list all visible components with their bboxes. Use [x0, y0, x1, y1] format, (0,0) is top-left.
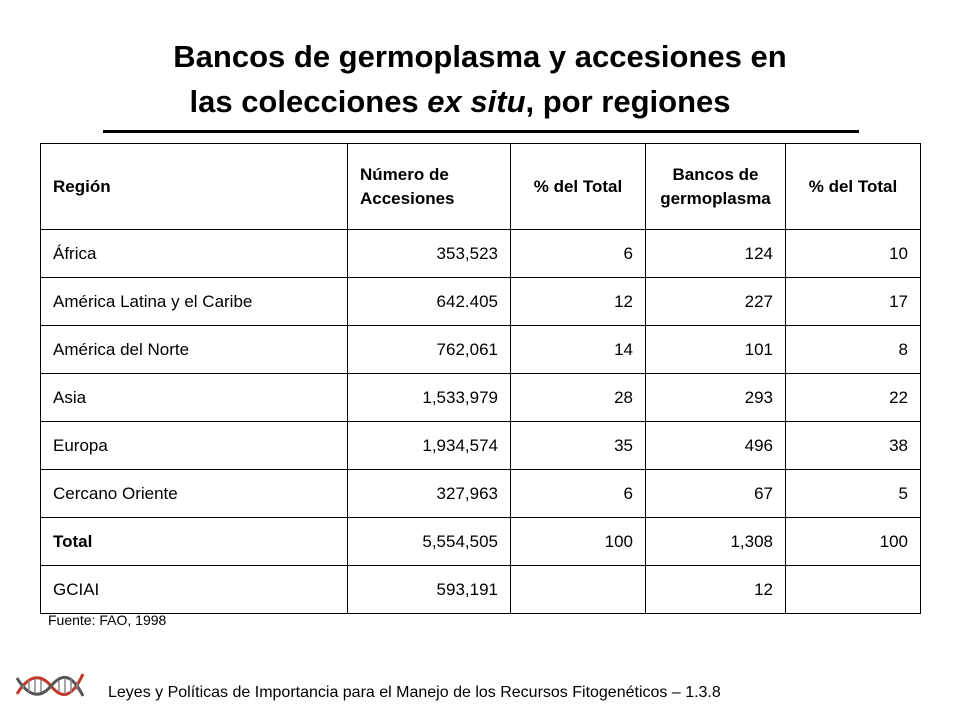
cell-banks: 124	[646, 230, 786, 278]
cell-accessions: 1,934,574	[348, 422, 511, 470]
header-pct-accessions: % del Total	[511, 144, 646, 230]
cell-accessions: 327,963	[348, 470, 511, 518]
cell-region: América Latina y el Caribe	[41, 278, 348, 326]
table-header-row	[41, 144, 921, 230]
title-text-suffix: , por regiones	[525, 84, 731, 119]
cell-pct-accessions: 12	[511, 278, 646, 326]
cell-banks: 1,308	[646, 518, 786, 566]
cell-pct-accessions: 100	[511, 518, 646, 566]
table-row	[41, 566, 921, 614]
cell-pct-accessions: 35	[511, 422, 646, 470]
cell-pct-banks: 100	[786, 518, 921, 566]
cell-pct-accessions: 6	[511, 470, 646, 518]
cell-banks: 293	[646, 374, 786, 422]
table-row	[41, 374, 921, 422]
cell-pct-banks: 10	[786, 230, 921, 278]
cell-region: Europa	[41, 422, 348, 470]
page-title-line-1: Bancos de germoplasma y accesiones en	[173, 39, 787, 74]
table-row	[41, 422, 921, 470]
title-text-italic: ex situ	[427, 84, 526, 119]
header-banks: Bancos de germoplasma	[646, 144, 786, 230]
table-row	[41, 470, 921, 518]
cell-banks: 227	[646, 278, 786, 326]
cell-region: Cercano Oriente	[41, 470, 348, 518]
source-note: Fuente: FAO, 1998	[48, 612, 167, 628]
cell-pct-banks: 17	[786, 278, 921, 326]
title-text-prefix: las colecciones	[189, 84, 428, 119]
cell-pct-banks	[786, 566, 921, 614]
cell-accessions: 1,533,979	[348, 374, 511, 422]
cell-pct-accessions	[511, 566, 646, 614]
table-row	[41, 230, 921, 278]
cell-region: GCIAI	[41, 566, 348, 614]
header-pct-banks: % del Total	[786, 144, 921, 230]
cell-region: Total	[41, 518, 348, 566]
cell-pct-banks: 38	[786, 422, 921, 470]
cell-banks: 496	[646, 422, 786, 470]
cell-region: Asia	[41, 374, 348, 422]
cell-pct-banks: 8	[786, 326, 921, 374]
cell-region: África	[41, 230, 348, 278]
cell-pct-accessions: 14	[511, 326, 646, 374]
cell-pct-banks: 5	[786, 470, 921, 518]
footer-caption: Leyes y Políticas de Importancia para el Manejo de los Recursos Fitogenéticos – 1.3.8	[108, 684, 721, 701]
cell-pct-accessions: 6	[511, 230, 646, 278]
cell-region: América del Norte	[41, 326, 348, 374]
cell-accessions: 593,191	[348, 566, 511, 614]
table-row	[41, 326, 921, 374]
cell-banks: 101	[646, 326, 786, 374]
header-region: Región	[41, 144, 348, 230]
cell-accessions: 353,523	[348, 230, 511, 278]
table-row-total	[41, 518, 921, 566]
table-row	[41, 278, 921, 326]
dna-helix-icon	[15, 668, 85, 702]
cell-pct-accessions: 28	[511, 374, 646, 422]
cell-accessions: 642.405	[348, 278, 511, 326]
cell-accessions: 762,061	[348, 326, 511, 374]
cell-banks: 12	[646, 566, 786, 614]
page-title-line-2	[40, 82, 880, 122]
data-table	[40, 143, 921, 614]
cell-accessions: 5,554,505	[348, 518, 511, 566]
title-underline	[103, 130, 859, 133]
header-accessions: Número de Accesiones	[348, 144, 511, 230]
cell-pct-banks: 22	[786, 374, 921, 422]
cell-banks: 67	[646, 470, 786, 518]
